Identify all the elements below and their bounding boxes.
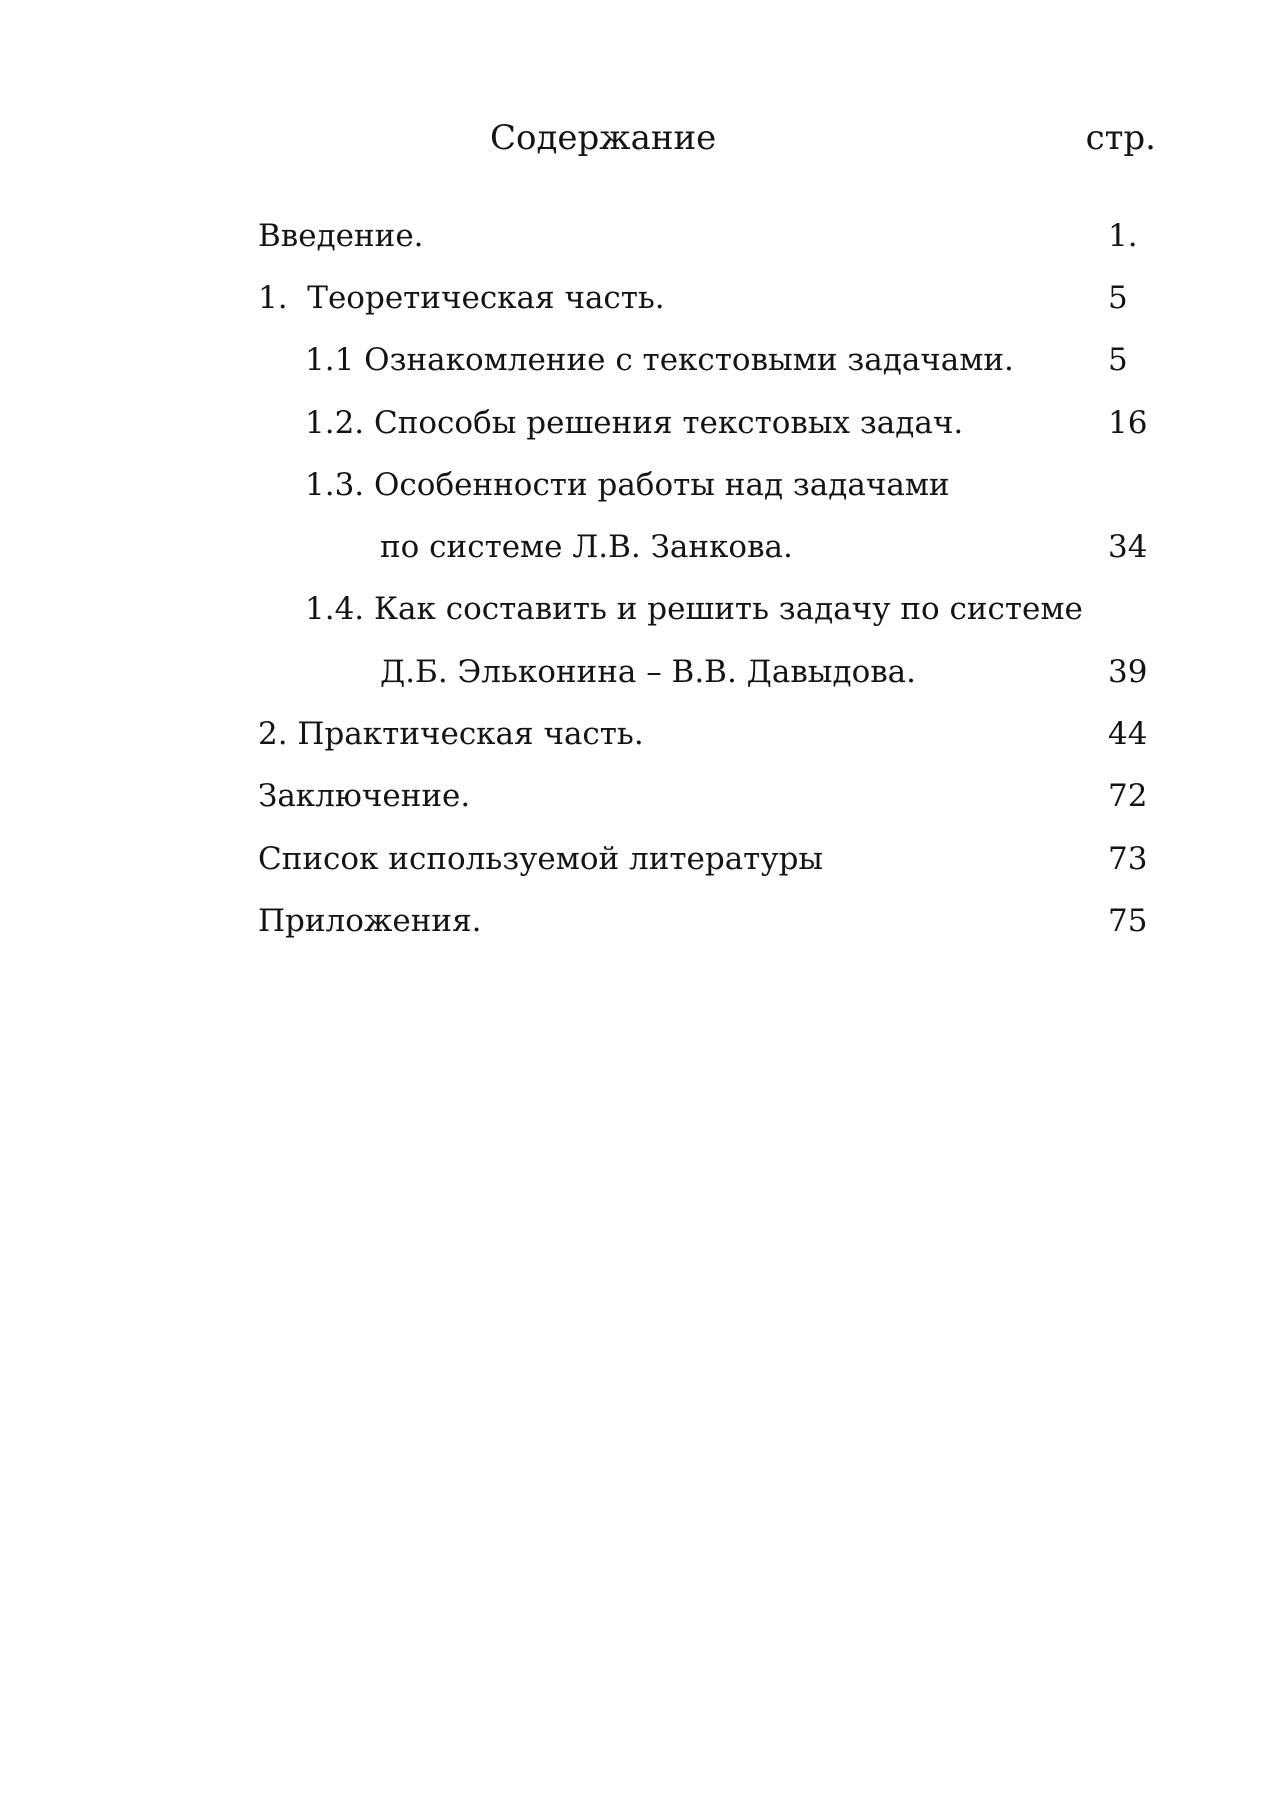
toc-entry-page: 5 (1108, 280, 1128, 316)
toc-entry-appendices (0, 899, 1280, 943)
toc-entry-text: Приложения. (258, 903, 482, 939)
toc-entry-page: 73 (1108, 841, 1148, 877)
toc-entry-text: 1.2. Способы решения текстовых задач. (305, 405, 964, 441)
toc-entry-1-1 (0, 338, 1280, 382)
toc-entry-text: 1.3. Особенности работы над задачами (305, 467, 950, 503)
toc-entry-page: 16 (1108, 405, 1148, 441)
toc-entry-1-4 (0, 587, 1280, 631)
toc-entry-page: 75 (1108, 903, 1148, 939)
toc-entry-text: Д.Б. Эльконина – В.В. Давыдова. (380, 654, 917, 690)
toc-entry-text: 1.4. Как составить и решить задачу по системе (305, 591, 1083, 627)
toc-entry-page: 39 (1108, 654, 1148, 690)
toc-entry-text: Список используемой литературы (258, 841, 824, 877)
page-column-label: стр. (1085, 118, 1156, 158)
toc-entry-page: 34 (1108, 529, 1148, 565)
toc-entry-references (0, 837, 1280, 881)
toc-entry-conclusion (0, 774, 1280, 818)
toc-entry-page: 44 (1108, 716, 1148, 752)
toc-entry-1-3 (0, 463, 1280, 507)
toc-entry-introduction (0, 214, 1280, 258)
toc-entry-text: 1. Теоретическая часть. (258, 280, 665, 316)
toc-entry-page: 72 (1108, 778, 1148, 814)
toc-entry-1-2 (0, 401, 1280, 445)
toc-entry-theoretical-part (0, 276, 1280, 320)
toc-entry-page: 5 (1108, 342, 1128, 378)
toc-entry-text: 1.1 Ознакомление с текстовыми задачами. (305, 342, 1014, 378)
toc-entry-practical-part (0, 712, 1280, 756)
toc-entry-1-4-continuation (0, 650, 1280, 694)
toc-entry-1-3-continuation (0, 525, 1280, 569)
toc-entry-page: 1. (1108, 218, 1138, 254)
toc-title: Содержание (490, 118, 717, 158)
toc-entry-text: Заключение. (258, 778, 471, 814)
toc-entry-text: 2. Практическая часть. (258, 716, 644, 752)
toc-entry-text: по системе Л.В. Занкова. (380, 529, 793, 565)
toc-entry-text: Введение. (258, 218, 424, 254)
